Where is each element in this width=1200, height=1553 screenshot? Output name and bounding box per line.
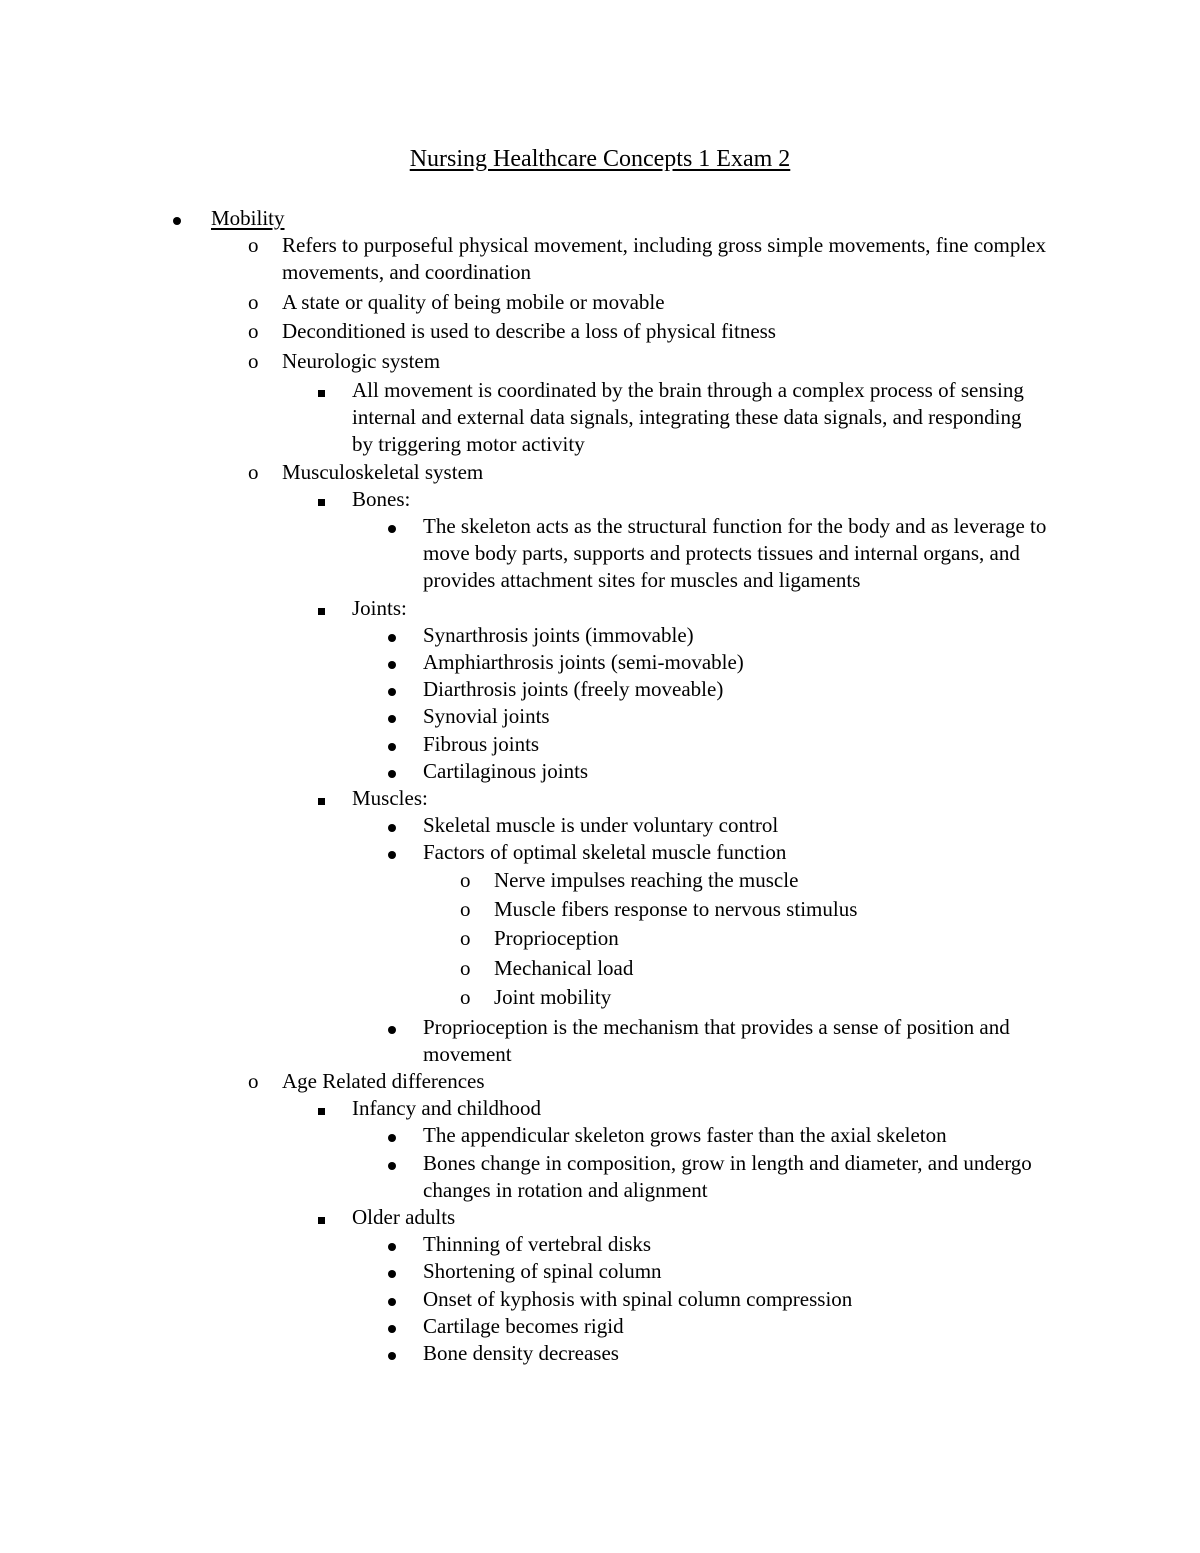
outline-item-level-4: [0, 1340, 1048, 1367]
outline-item-text: Diarthrosis joints (freely moveable): [423, 677, 724, 702]
outline-item-level-3: [0, 1204, 1042, 1231]
outline-item-text: All movement is coordinated by the brain through a complex process of sensing internal and external data signals, integrating these data signals, and responding by triggering motor activity: [352, 377, 1024, 457]
outline-item-level-5: [0, 984, 1054, 1011]
outline-item-text: Bones change in composition, grow in length and diameter, and undergo changes in rotation and alignment: [423, 1150, 1032, 1202]
bullet-disc-icon: [388, 1231, 410, 1258]
outline-item-text: Bone density decreases: [423, 1341, 619, 1366]
bullet-disc-icon: [388, 839, 410, 866]
outline-item-text: Amphiarthrosis joints (semi-movable): [423, 650, 744, 674]
bullet-disc-icon: [388, 703, 410, 730]
outline-item-level-4: [0, 812, 1048, 839]
bullet-disc-icon: [388, 731, 410, 758]
outline-item-level-3: [0, 595, 1042, 622]
outline-item-text: Thinning of vertebral disks: [423, 1232, 652, 1257]
outline-item-text: Onset of kyphosis with spinal column compression: [423, 1286, 853, 1311]
outline-item-level-3: [0, 1095, 1042, 1122]
bullet-circle-icon: o: [460, 985, 471, 1010]
outline-item-level-2: [0, 348, 1062, 375]
outline-item-level-4: [0, 1313, 1048, 1340]
outline-list: [0, 205, 1200, 1367]
outline-item-text: Bones:: [352, 486, 411, 511]
bullet-square-icon: [318, 595, 340, 622]
bullet-disc-icon: [388, 1122, 410, 1149]
outline-item-level-4: [0, 703, 1048, 730]
bullet-square-icon: [318, 1204, 340, 1231]
outline-item-text: Age Related differences: [282, 1068, 485, 1093]
bullet-circle-icon: o: [460, 926, 471, 951]
outline-item-text: Joint mobility: [494, 985, 612, 1010]
outline-item-text: Older adults: [352, 1205, 456, 1229]
bullet-disc-icon: [173, 205, 195, 232]
outline-item-text: Cartilage becomes rigid: [423, 1313, 624, 1338]
bullet-circle-icon: o: [460, 897, 471, 922]
outline-item-text: Refers to purposeful physical movement, including gross simple movements, fine complex movements, and coordination: [282, 233, 1047, 285]
outline-item-text: Cartilaginous joints: [423, 758, 589, 783]
bullet-disc-icon: [388, 1313, 410, 1340]
bullet-circle-icon: o: [248, 233, 259, 258]
outline-item-level-2: [0, 1068, 1062, 1095]
bullet-circle-icon: o: [248, 1068, 259, 1093]
outline-item-text: The appendicular skeleton grows faster than the axial skeleton: [423, 1123, 947, 1148]
outline-item-level-5: [0, 896, 1054, 923]
outline-item-text: Muscles:: [352, 786, 428, 811]
outline-item-text: Synovial joints: [423, 704, 550, 729]
outline-item-level-4: [0, 758, 1048, 785]
bullet-circle-icon: o: [248, 319, 259, 344]
outline-item-text: Mobility: [211, 206, 285, 230]
outline-item-level-4: [0, 1231, 1048, 1258]
outline-item-text: Synarthrosis joints (immovable): [423, 622, 694, 647]
bullet-circle-icon: o: [460, 867, 471, 892]
outline-item-level-2: [0, 459, 1062, 486]
outline-item-level-4: [0, 622, 1048, 649]
bullet-disc-icon: [388, 513, 410, 540]
outline-item-level-4: [0, 839, 1048, 866]
outline-item-text: Shortening of spinal column: [423, 1259, 662, 1284]
outline-item-text: Infancy and childhood: [352, 1096, 541, 1121]
outline-item-level-4: [0, 513, 1048, 595]
outline-item-level-5: [0, 955, 1054, 982]
outline-item-text: The skeleton acts as the structural function for the body and as leverage to move body parts, supports and protects tissues and internal organs, and provides attachment sites for muscles and ligaments: [423, 513, 1047, 593]
outline-item-level-2: [0, 232, 1062, 286]
outline-item-level-4: [0, 676, 1048, 703]
bullet-square-icon: [318, 785, 340, 812]
outline-item-text: Mechanical load: [494, 955, 634, 980]
outline-item-text: Factors of optimal skeletal muscle function: [423, 840, 787, 865]
outline-item-level-4: [0, 1258, 1048, 1285]
outline-item-level-1: [0, 205, 1200, 232]
outline-item-level-4: [0, 1122, 1048, 1149]
bullet-disc-icon: [388, 1258, 410, 1285]
bullet-square-icon: [318, 486, 340, 513]
outline-item-level-3: [0, 486, 1042, 513]
outline-item-level-2: [0, 289, 1062, 316]
bullet-disc-icon: [388, 812, 410, 839]
outline-item-text: Skeletal muscle is under voluntary control: [423, 813, 779, 838]
bullet-disc-icon: [388, 1014, 410, 1041]
outline-item-level-3: [0, 377, 1042, 459]
bullet-circle-icon: o: [460, 955, 471, 980]
outline-item-text: Proprioception: [494, 926, 619, 951]
outline-item-text: Neurologic system: [282, 348, 441, 373]
outline-item-level-2: [0, 318, 1062, 345]
bullet-disc-icon: [388, 758, 410, 785]
outline-item-level-3: [0, 785, 1042, 812]
outline-item-text: Joints:: [352, 595, 407, 620]
outline-item-text: Muscle fibers response to nervous stimulus: [494, 897, 858, 922]
outline-item-level-4: [0, 731, 1048, 758]
bullet-disc-icon: [388, 622, 410, 649]
bullet-disc-icon: [388, 1150, 410, 1177]
bullet-disc-icon: [388, 1286, 410, 1313]
bullet-disc-icon: [388, 676, 410, 703]
outline-item-level-4: [0, 1286, 1048, 1313]
bullet-circle-icon: o: [248, 459, 259, 484]
outline-item-level-5: [0, 867, 1054, 894]
outline-item-level-4: [0, 1014, 1048, 1068]
bullet-square-icon: [318, 377, 340, 404]
outline-item-text: Nerve impulses reaching the muscle: [494, 867, 799, 892]
outline-item-level-4: [0, 1150, 1048, 1204]
outline-item-text: Musculoskeletal system: [282, 459, 484, 484]
outline-item-text: Fibrous joints: [423, 731, 540, 756]
bullet-disc-icon: [388, 649, 410, 676]
bullet-disc-icon: [388, 1340, 410, 1367]
outline-item-level-5: [0, 925, 1054, 952]
outline-item-text: Proprioception is the mechanism that provides a sense of position and movement: [423, 1014, 1010, 1066]
bullet-circle-icon: o: [248, 348, 259, 373]
outline-item-level-4: [0, 649, 1048, 676]
bullet-circle-icon: o: [248, 289, 259, 314]
outline-item-text: Deconditioned is used to describe a loss of physical fitness: [282, 319, 776, 344]
page-title: Nursing Healthcare Concepts 1 Exam 2: [409, 146, 791, 172]
bullet-square-icon: [318, 1095, 340, 1122]
outline-item-text: A state or quality of being mobile or movable: [282, 289, 665, 314]
